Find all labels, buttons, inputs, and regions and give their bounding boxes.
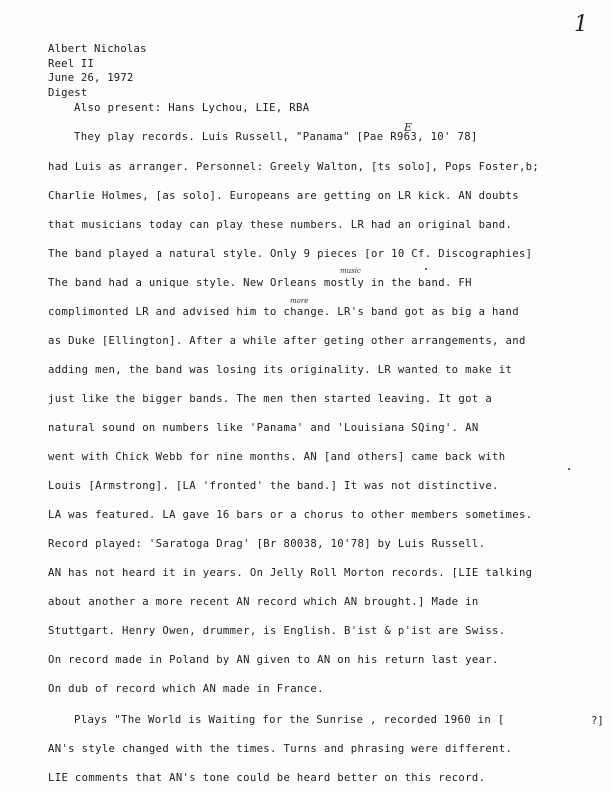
page-number: 1 (574, 12, 588, 37)
body-line: Also present: Hans Lychou, LIE, RBA (74, 102, 310, 114)
ink-dot (425, 268, 427, 270)
ink-dot (568, 468, 570, 470)
body-line: natural sound on numbers like 'Panama' and 'Louisiana SQing'. AN (48, 422, 479, 434)
body-line: complimonted LR and advised him to change. LR's band got as big a hand (48, 306, 519, 318)
header-reel: Reel II (48, 57, 95, 70)
body-line: AN's style changed with the times. Turns and phrasing were different. (48, 743, 513, 755)
body-line: AN has not heard it in years. On Jelly Roll Morton records. [LIE talking (48, 567, 533, 579)
handwritten-annotation-more: more (290, 297, 309, 305)
body-line: Stuttgart. Henry Owen, drummer, is English. B'ist & p'ist are Swiss. (48, 625, 506, 637)
body-line: had Luis as arranger. Personnel: Greely Walton, [ts solo], Pops Foster,b; (48, 161, 540, 173)
body-line: Plays "The World is Waiting for the Sunrise , recorded 1960 in [ (74, 714, 505, 726)
body-line: They play records. Luis Russell, "Panama" [Pae R963, 10' 78] (74, 131, 478, 143)
body-line: On record made in Poland by AN given to AN on his return last year. (48, 654, 499, 666)
body-line: On dub of record which AN made in France. (48, 683, 324, 695)
handwritten-annotation-e: E (404, 121, 413, 134)
body-line: The band played a natural style. Only 9 pieces [or 10 Cf. Discographies] (48, 248, 533, 260)
margin-note: ?] (591, 715, 604, 727)
handwritten-annotation-music: music (340, 267, 361, 275)
body-line: that musicians today can play these numbers. LR had an original band. (48, 219, 513, 231)
header-date: June 26, 1972 (48, 72, 134, 85)
body-line: Record played: 'Saratoga Drag' [Br 80038, 10'78] by Luis Russell. (48, 538, 486, 550)
body-line: about another a more recent AN record which AN brought.] Made in (48, 596, 479, 608)
body-line: The band had a unique style. New Orleans mostly in the band. FH (48, 277, 472, 289)
body-line: Charlie Holmes, [as solo]. Europeans are getting on LR kick. AN doubts (48, 190, 519, 202)
body-line: LIE comments that AN's tone could be heard better on this record. (48, 772, 486, 784)
header-name: Albert Nicholas (48, 43, 147, 55)
document-header (48, 42, 147, 100)
body-line: Louis [Armstrong]. [LA 'fronted' the band.] It was not distinctive. (48, 480, 499, 492)
header-type: Digest (48, 86, 88, 99)
body-line: went with Chick Webb for nine months. AN [and others] came back with (48, 451, 506, 463)
body-line: LA was featured. LA gave 16 bars or a chorus to other members sometimes. (48, 509, 533, 521)
body-line: just like the bigger bands. The men then started leaving. It got a (48, 393, 493, 405)
body-line: adding men, the band was losing its originality. LR wanted to make it (48, 364, 513, 376)
body-line: as Duke [Ellington]. After a while after geting other arrangements, and (48, 335, 526, 347)
